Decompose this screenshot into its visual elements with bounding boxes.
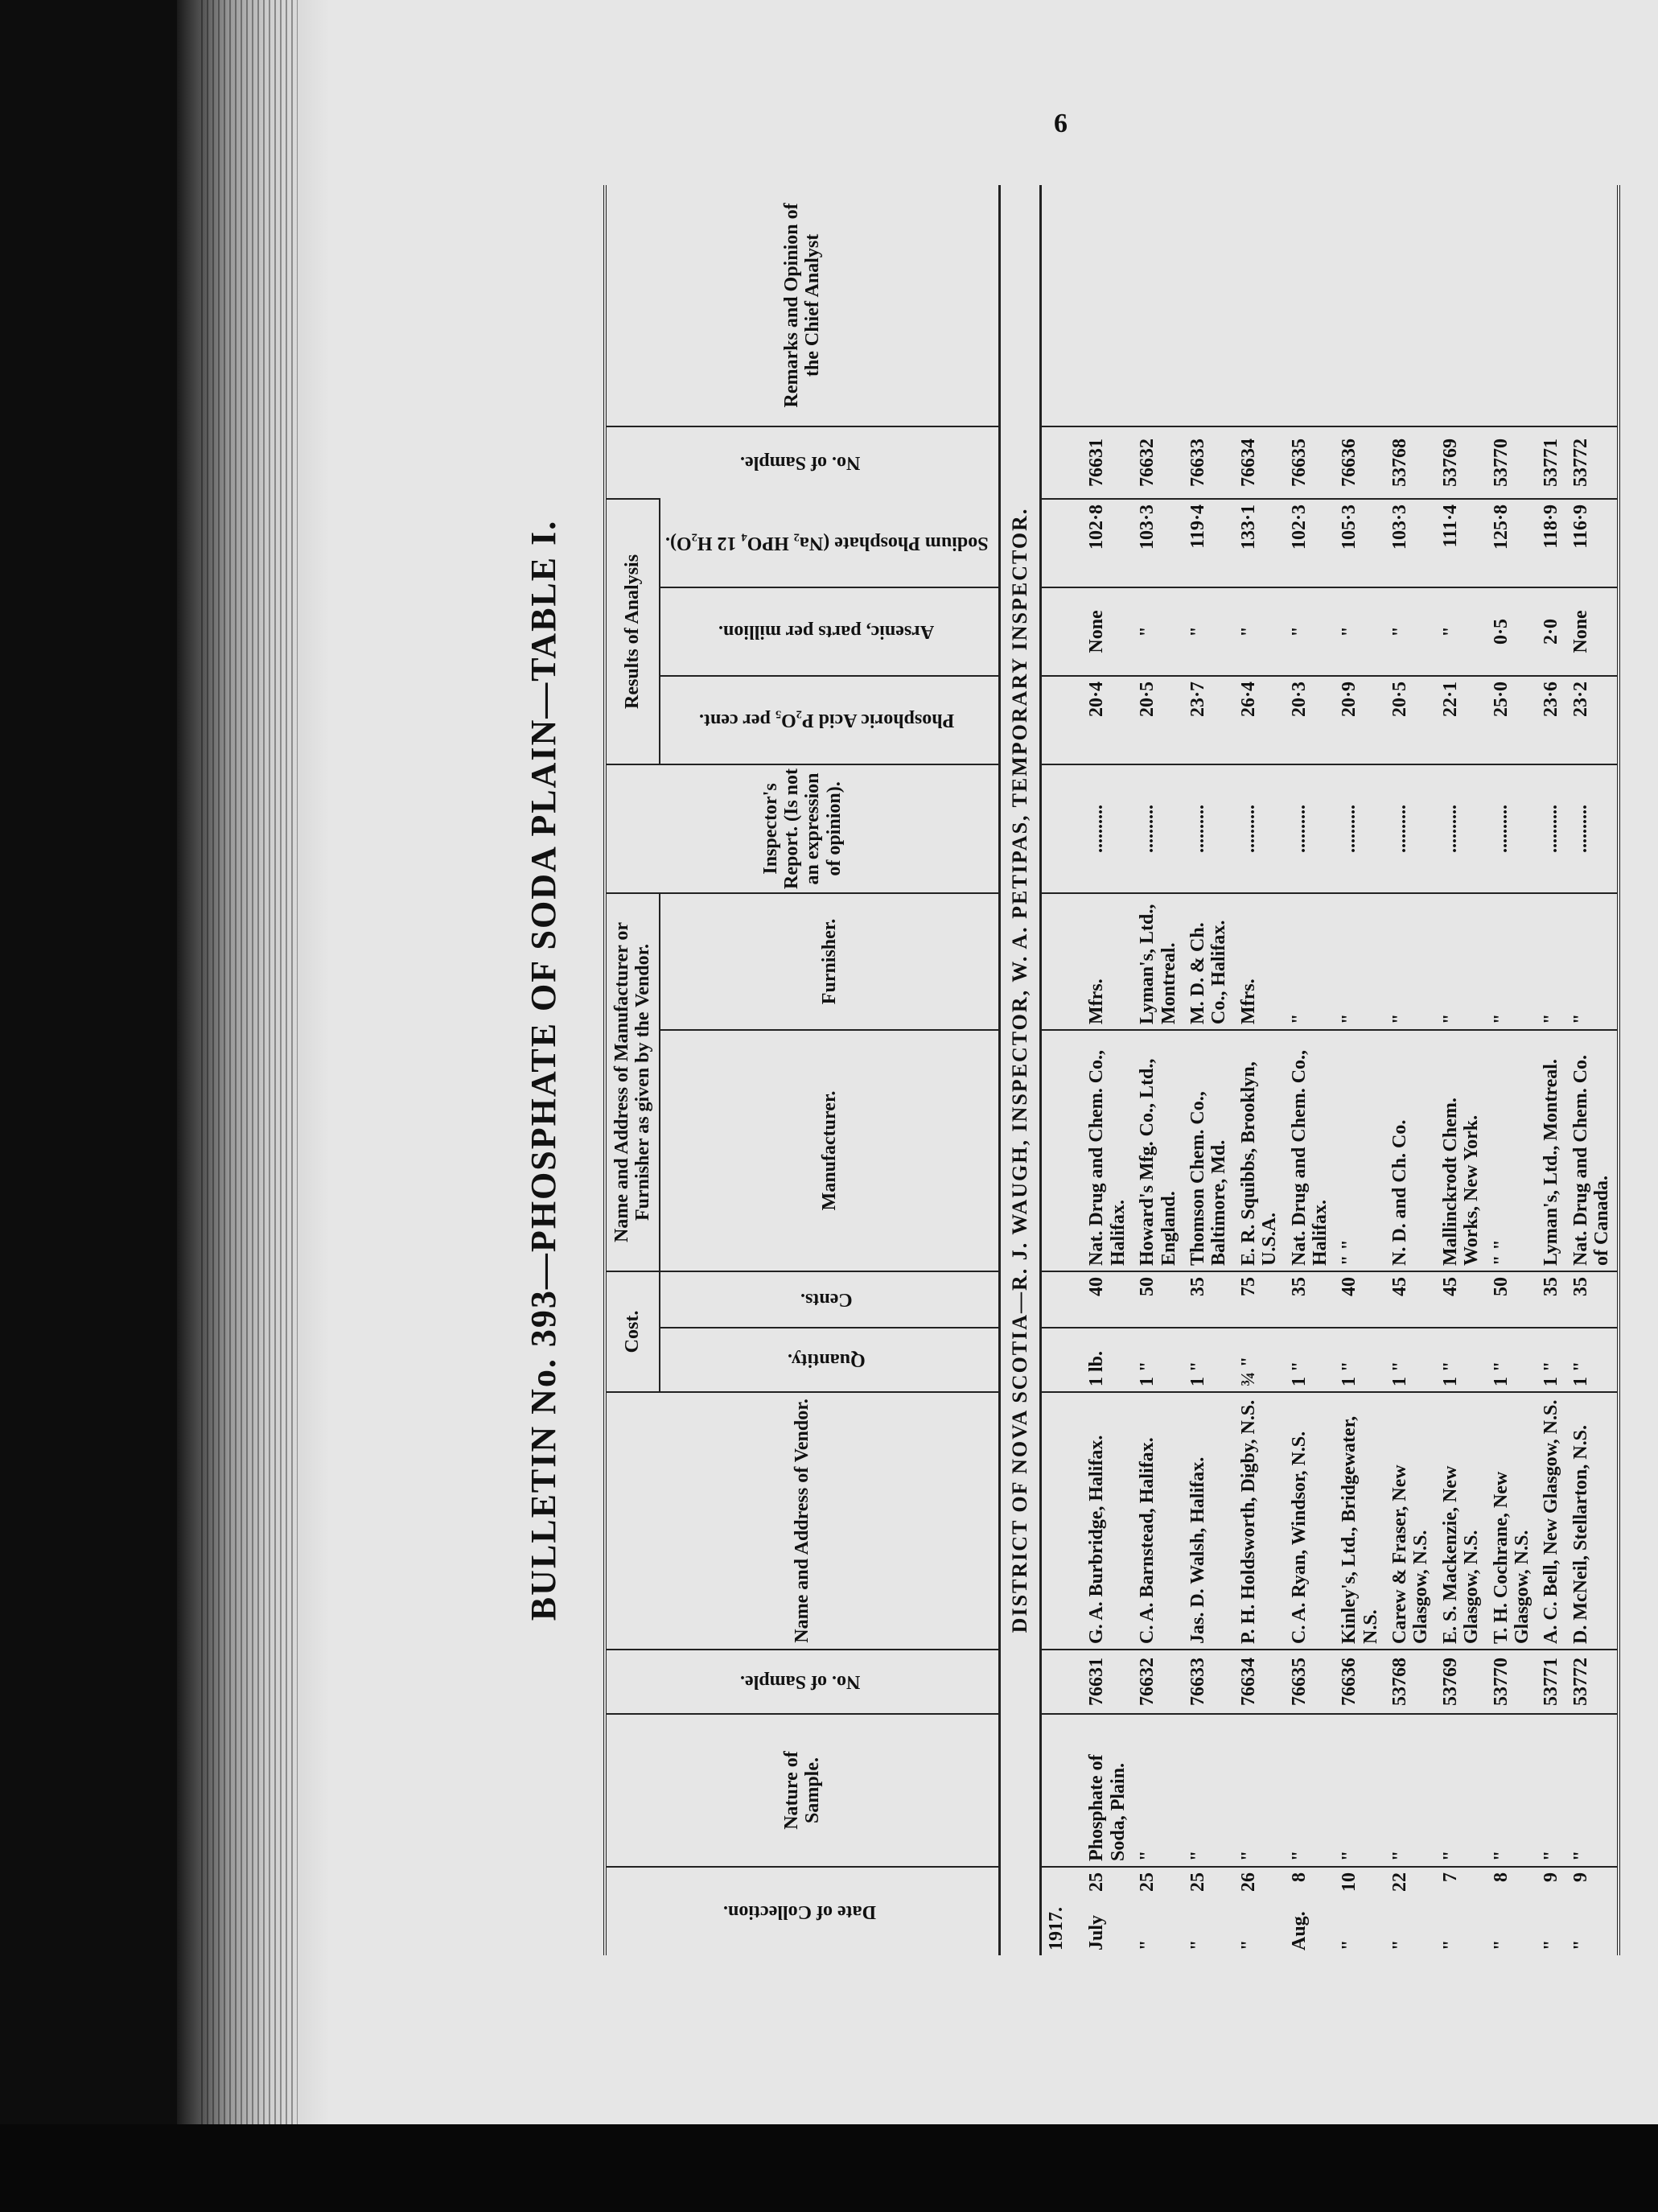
cell-nature: " (1335, 1714, 1385, 1867)
cell-manufacturer: N. D. and Ch. Co. (1385, 1030, 1436, 1271)
district-row (999, 185, 1041, 1955)
cell-cents: 40 (1082, 1271, 1133, 1328)
cell-sodium: 102·8 (1082, 499, 1133, 587)
table-row (1082, 185, 1133, 1955)
cell-qty: 1 " (1436, 1328, 1487, 1392)
cell-no: 53770 (1487, 1650, 1537, 1714)
cell-no: 76636 (1335, 1650, 1385, 1714)
cell-report: .......... (1566, 764, 1619, 893)
table-row (1566, 185, 1619, 1955)
cell-vendor: D. McNeil, Stellarton, N.S. (1566, 1392, 1619, 1650)
header-cost: Cost. (605, 1271, 660, 1392)
cell-vendor: Carew & Fraser, New Glasgow, N.S. (1385, 1392, 1436, 1650)
cell-qty: 1 " (1133, 1328, 1183, 1392)
cell-p2o5: 22·1 (1436, 676, 1487, 764)
cell-day: 26 (1237, 1872, 1259, 1892)
cell-date: " 7 (1436, 1867, 1487, 1955)
cell-arsenic: " (1335, 587, 1385, 676)
cell-no2: 53771 (1537, 426, 1565, 499)
cell-nature: " (1537, 1714, 1565, 1867)
cell-sodium: 105·3 (1335, 499, 1385, 587)
table-row (1537, 185, 1565, 1955)
cell-no: 53772 (1566, 1650, 1619, 1714)
cell-sodium: 103·3 (1133, 499, 1183, 587)
cell-cents: 35 (1285, 1271, 1335, 1328)
cell-day: 7 (1439, 1872, 1461, 1882)
header-results: Results of Analysis (605, 499, 660, 764)
cell-no: 53768 (1385, 1650, 1436, 1714)
table-body (999, 185, 1624, 1955)
table-row (1234, 185, 1285, 1955)
cell-report: .......... (1487, 764, 1537, 893)
rotated-table-content (523, 185, 1649, 1955)
header-nature: Nature of Sample. (605, 1714, 999, 1867)
cell-sodium: 116·9 (1566, 499, 1619, 587)
cell-arsenic: " (1234, 587, 1285, 676)
cell-remarks (1335, 185, 1385, 426)
header-remarks: Remarks and Opinion of the Chief Analyst (605, 185, 999, 426)
cell-remarks (1234, 185, 1285, 426)
header-sample-no-2: No. of Sample. (605, 426, 999, 499)
cell-report: .......... (1133, 764, 1183, 893)
cell-no: 76631 (1082, 1650, 1133, 1714)
cell-qty: 1 " (1537, 1328, 1565, 1392)
cell-date: " 22 (1385, 1867, 1436, 1955)
cell-furnisher: " (1487, 893, 1537, 1030)
cell-no: 53769 (1436, 1650, 1487, 1714)
cell-nature: " (1385, 1714, 1436, 1867)
cell-remarks (1082, 185, 1133, 426)
cell-manufacturer: Nat. Drug and Chem. Co., Halifax. (1285, 1030, 1335, 1271)
cell-furnisher: " (1436, 893, 1487, 1030)
cell-manufacturer: " " (1487, 1030, 1537, 1271)
cell-no2: 53770 (1487, 426, 1537, 499)
cell-furnisher: " (1537, 893, 1565, 1030)
cell-qty: 1 " (1487, 1328, 1537, 1392)
cell-vendor: C. A. Ryan, Windsor, N.S. (1285, 1392, 1335, 1650)
cell-arsenic: None (1082, 587, 1133, 676)
cell-manufacturer: Nat. Drug and Chem. Co. of Canada. (1566, 1030, 1619, 1271)
cell-p2o5: 20·5 (1385, 676, 1436, 764)
year-label: 1917. (1041, 1867, 1083, 1955)
cell-p2o5: 20·5 (1133, 676, 1183, 764)
header-vendor: Name and Address of Vendor. (605, 1392, 999, 1650)
table-row (1183, 185, 1234, 1955)
cell-day: 8 (1490, 1872, 1512, 1882)
cell-day: 25 (1137, 1872, 1158, 1892)
cell-remarks (1436, 185, 1487, 426)
cell-qty: 1 " (1285, 1328, 1335, 1392)
cell-arsenic: None (1566, 587, 1619, 676)
cell-furnisher: Mfrs. (1082, 893, 1133, 1030)
cell-manufacturer: Howard's Mfg. Co., Ltd., England. (1133, 1030, 1183, 1271)
cell-vendor: Jas. D. Walsh, Halifax. (1183, 1392, 1234, 1650)
cell-no2: 76634 (1234, 426, 1285, 499)
cell-p2o5: 20·9 (1335, 676, 1385, 764)
cell-remarks (1285, 185, 1335, 426)
cell-no2: 76636 (1335, 426, 1385, 499)
cell-cents: 50 (1133, 1271, 1183, 1328)
scanner-bed (0, 2124, 1658, 2212)
cell-manufacturer: " " (1335, 1030, 1385, 1271)
cell-nature: " (1566, 1714, 1619, 1867)
header-arsenic: Arsenic, parts per million. (660, 587, 1000, 676)
cell-p2o5: 23·2 (1566, 676, 1619, 764)
cell-cents: 35 (1537, 1271, 1565, 1328)
cell-furnisher: Mfrs. (1234, 893, 1285, 1030)
cell-cents: 45 (1385, 1271, 1436, 1328)
cell-manufacturer: Nat. Drug and Chem. Co., Halifax. (1082, 1030, 1133, 1271)
cell-no2: 53769 (1436, 426, 1487, 499)
header-inspector-report: Inspector's Report. (Is not an expression of opinion). (605, 764, 999, 893)
cell-vendor: T. H. Cochrane, New Glasgow, N.S. (1487, 1392, 1537, 1650)
cell-day: 10 (1339, 1872, 1360, 1892)
table-row (1487, 185, 1537, 1955)
cell-arsenic: " (1183, 587, 1234, 676)
header-cents: Cents. (660, 1271, 1000, 1328)
table-row (1385, 185, 1436, 1955)
cell-nature: " (1133, 1714, 1183, 1867)
cell-day: 25 (1187, 1872, 1208, 1892)
cell-p2o5: 23·7 (1183, 676, 1234, 764)
cell-manufacturer: Lyman's, Ltd., Montreal. (1537, 1030, 1565, 1271)
cell-remarks (1537, 185, 1565, 426)
scan-binding-lines (201, 0, 298, 2124)
cell-no2: 76632 (1133, 426, 1183, 499)
cell-vendor: C. A. Barnstead, Halifax. (1133, 1392, 1183, 1650)
cell-date: " 8 (1487, 1867, 1537, 1955)
cell-sodium: 125·8 (1487, 499, 1537, 587)
cell-report: .......... (1234, 764, 1285, 893)
cell-sodium: 111·4 (1436, 499, 1487, 587)
cell-sodium: 133·1 (1234, 499, 1285, 587)
cell-sodium: 119·4 (1183, 499, 1234, 587)
cell-vendor: A. C. Bell, New Glasgow, N.S. (1537, 1392, 1565, 1650)
cell-arsenic: 0·5 (1487, 587, 1537, 676)
cell-manufacturer: E. R. Squibbs, Brooklyn, U.S.A. (1234, 1030, 1285, 1271)
cell-nature: " (1487, 1714, 1537, 1867)
cell-vendor: G. A. Burbridge, Halifax. (1082, 1392, 1133, 1650)
cell-remarks (1133, 185, 1183, 426)
cell-cents: 50 (1487, 1271, 1537, 1328)
cell-p2o5: 26·4 (1234, 676, 1285, 764)
cell-sodium: 103·3 (1385, 499, 1436, 587)
cell-report: .......... (1385, 764, 1436, 893)
header-phosphoric-acid: Phosphoric Acid P₂O₅ per cent. (660, 676, 1000, 764)
cell-day: 8 (1288, 1872, 1310, 1882)
cell-furnisher: " (1566, 893, 1619, 1030)
cell-no: 76633 (1183, 1650, 1234, 1714)
cell-manufacturer: Thomson Chem. Co., Baltimore, Md. (1183, 1030, 1234, 1271)
cell-remarks (1183, 185, 1234, 426)
cell-nature: " (1234, 1714, 1285, 1867)
cell-no: 76635 (1285, 1650, 1335, 1714)
cell-report: .......... (1183, 764, 1234, 893)
cell-no2: 76635 (1285, 426, 1335, 499)
cell-manufacturer: Mallinckrodt Chem. Works, New York. (1436, 1030, 1487, 1271)
cell-nature: Phosphate of Soda, Plain. (1082, 1714, 1133, 1867)
cell-vendor: Kinley's, Ltd., Bridgewater, N.S. (1335, 1392, 1385, 1650)
cell-cents: 35 (1183, 1271, 1234, 1328)
cell-nature: " (1436, 1714, 1487, 1867)
cell-date: Aug. 8 (1285, 1867, 1335, 1955)
cell-date: " 25 (1133, 1867, 1183, 1955)
cell-remarks (1385, 185, 1436, 426)
table-end-rule (1619, 185, 1625, 1955)
cell-qty: 1 lb. (1082, 1328, 1133, 1392)
cell-furnisher: " (1385, 893, 1436, 1030)
cell-vendor: P. H. Holdsworth, Digby, N.S. (1234, 1392, 1285, 1650)
cell-cents: 35 (1566, 1271, 1619, 1328)
cell-no2: 53768 (1385, 426, 1436, 499)
analysis-table (603, 185, 1625, 1955)
cell-arsenic: " (1133, 587, 1183, 676)
header-date: Date of Collection. (605, 1867, 999, 1955)
header-manufacturer-group: Name and Address of Manufacturer or Furnisher as given by the Vendor. (605, 893, 660, 1271)
cell-p2o5: 20·4 (1082, 676, 1133, 764)
cell-no: 53771 (1537, 1650, 1565, 1714)
header-manufacturer: Manufacturer. (660, 1030, 1000, 1271)
cell-cents: 40 (1335, 1271, 1385, 1328)
cell-no2: 76633 (1183, 426, 1234, 499)
cell-date: " 10 (1335, 1867, 1385, 1955)
cell-report: .......... (1082, 764, 1133, 893)
cell-qty: ¾ " (1234, 1328, 1285, 1392)
cell-nature: " (1183, 1714, 1234, 1867)
cell-day: 22 (1389, 1872, 1411, 1892)
header-row (605, 185, 660, 1955)
cell-nature: " (1285, 1714, 1335, 1867)
cell-day: 9 (1570, 1872, 1591, 1882)
page-title: BULLETIN No. 393—PHOSPHATE OF SODA PLAIN—TABLE I. (524, 519, 563, 1621)
cell-arsenic: " (1385, 587, 1436, 676)
table-row (1285, 185, 1335, 1955)
cell-p2o5: 25·0 (1487, 676, 1537, 764)
table-container (603, 185, 1613, 1955)
cell-no: 76632 (1133, 1650, 1183, 1714)
cell-furnisher: " (1335, 893, 1385, 1030)
header-furnisher: Furnisher. (660, 893, 1000, 1030)
cell-furnisher: M. D. & Ch. Co., Halifax. (1183, 893, 1234, 1030)
header-quantity: Quantity. (660, 1328, 1000, 1392)
cell-date: " 26 (1234, 1867, 1285, 1955)
cell-report: .......... (1335, 764, 1385, 893)
table-row (1133, 185, 1183, 1955)
cell-date: July 25 (1082, 1867, 1133, 1955)
district-heading: DISTRICT OF NOVA SCOTIA—R. J. WAUGH, INSPECTOR, W. A. PETIPAS, TEMPORARY INSPECTOR. (999, 185, 1041, 1955)
cell-cents: 75 (1234, 1271, 1285, 1328)
cell-sodium: 102·3 (1285, 499, 1335, 587)
cell-day: 25 (1086, 1872, 1108, 1892)
cell-no2: 76631 (1082, 426, 1133, 499)
cell-arsenic: 2·0 (1537, 587, 1565, 676)
header-sample-no: No. of Sample. (605, 1650, 999, 1714)
cell-qty: 1 " (1335, 1328, 1385, 1392)
cell-report: .......... (1537, 764, 1565, 893)
cell-sodium: 118·9 (1537, 499, 1565, 587)
cell-furnisher: " (1285, 893, 1335, 1030)
cell-cents: 45 (1436, 1271, 1487, 1328)
year-row (1041, 185, 1083, 1955)
cell-p2o5: 20·3 (1285, 676, 1335, 764)
cell-date: " 9 (1566, 1867, 1619, 1955)
cell-no: 76634 (1234, 1650, 1285, 1714)
cell-arsenic: " (1436, 587, 1487, 676)
cell-report: .......... (1285, 764, 1335, 893)
cell-report: .......... (1436, 764, 1487, 893)
cell-no2: 53772 (1566, 426, 1619, 499)
cell-remarks (1487, 185, 1537, 426)
cell-p2o5: 23·6 (1537, 676, 1565, 764)
cell-arsenic: " (1285, 587, 1335, 676)
cell-qty: 1 " (1183, 1328, 1234, 1392)
table-row (1335, 185, 1385, 1955)
cell-remarks (1566, 185, 1619, 426)
cell-furnisher: Lyman's, Ltd., Montreal. (1133, 893, 1183, 1030)
cell-day: 9 (1541, 1872, 1562, 1882)
end-rule-cell (1619, 185, 1625, 1955)
cell-qty: 1 " (1385, 1328, 1436, 1392)
table-row (1436, 185, 1487, 1955)
cell-date: " 25 (1183, 1867, 1234, 1955)
cell-vendor: E. S. Mackenzie, New Glasgow, N.S. (1436, 1392, 1487, 1650)
cell-date: " 9 (1537, 1867, 1565, 1955)
header-sodium-phosphate: Sodium Phosphate (Na₂ HPO₄ 12 H₂O). (660, 499, 1000, 587)
page-number: 6 (1054, 109, 1068, 138)
cell-qty: 1 " (1566, 1328, 1619, 1392)
